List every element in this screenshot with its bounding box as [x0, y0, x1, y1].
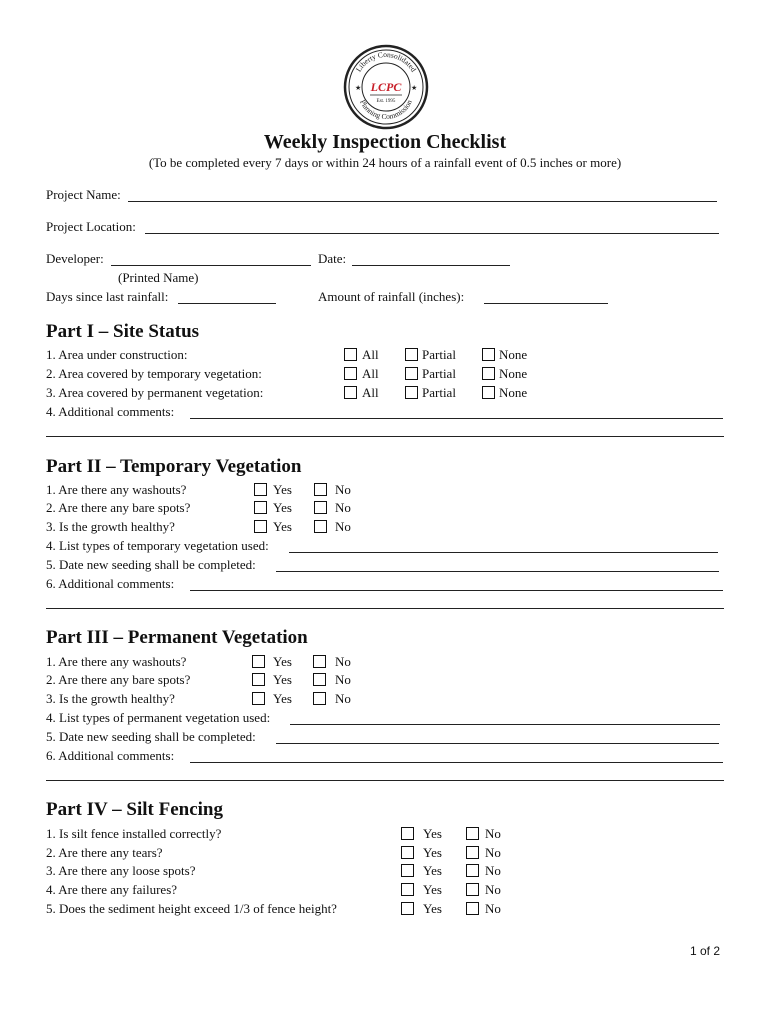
option-label: Yes — [423, 826, 442, 841]
option-label: Yes — [423, 901, 442, 916]
option-label: No — [335, 654, 351, 669]
part2-question: 2. Are there any bare spots? — [46, 500, 191, 515]
part2-vegetation-types-line[interactable] — [289, 552, 718, 553]
part1-q1-all-checkbox[interactable] — [344, 348, 357, 361]
part4-q2-yes-checkbox[interactable] — [401, 846, 414, 859]
svg-text:LCPC: LCPC — [370, 80, 402, 94]
part4-question: 4. Are there any failures? — [46, 882, 178, 897]
part2-comments-line[interactable] — [190, 590, 723, 591]
part1-heading: Part I – Site Status — [46, 321, 200, 342]
option-label: Partial — [422, 385, 456, 400]
part4-q1-no-checkbox[interactable] — [466, 827, 479, 840]
part2-q1-yes-checkbox[interactable] — [254, 483, 267, 496]
part2-q3-yes-checkbox[interactable] — [254, 520, 267, 533]
option-label: No — [485, 845, 501, 860]
part3-q2-yes-checkbox[interactable] — [252, 673, 265, 686]
page-title: Weekly Inspection Checklist — [263, 131, 507, 153]
part1-question: 1. Area under construction: — [46, 347, 188, 362]
part4-q5-no-checkbox[interactable] — [466, 902, 479, 915]
part1-question: 3. Area covered by permanent vegetation: — [46, 385, 264, 400]
option-label: All — [362, 385, 379, 400]
option-label: Yes — [273, 500, 292, 515]
option-label: Yes — [273, 654, 292, 669]
option-label: No — [485, 863, 501, 878]
part4-question: 5. Does the sediment height exceed 1/3 of fence height? — [46, 901, 337, 916]
option-label: Yes — [273, 691, 292, 706]
part2-question: 3. Is the growth healthy? — [46, 519, 175, 534]
option-label: Partial — [422, 347, 456, 362]
date-line[interactable] — [352, 265, 510, 266]
option-label: Partial — [422, 366, 456, 381]
part1-comments-line-2[interactable] — [46, 436, 724, 437]
part3-q1-no-checkbox[interactable] — [313, 655, 326, 668]
part2-seeding-date-line[interactable] — [276, 571, 719, 572]
page-number: 1 of 2 — [690, 944, 721, 958]
commission-seal — [343, 44, 429, 130]
option-label: Yes — [273, 672, 292, 687]
part2-q2-yes-checkbox[interactable] — [254, 501, 267, 514]
part2-heading: Part II – Temporary Vegetation — [46, 456, 302, 477]
part3-comments-label: 6. Additional comments: — [46, 748, 175, 763]
part1-q2-all-checkbox[interactable] — [344, 367, 357, 380]
part4-question: 1. Is silt fence installed correctly? — [46, 826, 222, 841]
developer-line[interactable] — [111, 265, 311, 266]
part2-comments-label: 6. Additional comments: — [46, 576, 175, 591]
part4-q5-yes-checkbox[interactable] — [401, 902, 414, 915]
part3-q1-yes-checkbox[interactable] — [252, 655, 265, 668]
developer-label: Developer: — [46, 251, 104, 266]
option-label: No — [485, 901, 501, 916]
amount-rainfall-line[interactable] — [484, 303, 608, 304]
part4-q2-no-checkbox[interactable] — [466, 846, 479, 859]
option-label: No — [335, 691, 351, 706]
part3-question: 1. Are there any washouts? — [46, 654, 187, 669]
part3-seeding-date-label: 5. Date new seeding shall be completed: — [46, 729, 256, 744]
part4-q4-yes-checkbox[interactable] — [401, 883, 414, 896]
part4-heading: Part IV – Silt Fencing — [46, 799, 223, 820]
part1-comments-line[interactable] — [190, 418, 723, 419]
date-label: Date: — [318, 251, 347, 266]
part1-q3-all-checkbox[interactable] — [344, 386, 357, 399]
days-since-rainfall-label: Days since last rainfall: — [46, 289, 169, 304]
part1-q2-partial-checkbox[interactable] — [405, 367, 418, 380]
part3-q3-yes-checkbox[interactable] — [252, 692, 265, 705]
option-label: None — [499, 366, 528, 381]
part3-q2-no-checkbox[interactable] — [313, 673, 326, 686]
option-label: No — [485, 826, 501, 841]
option-label: No — [485, 882, 501, 897]
part2-question: 1. Are there any washouts? — [46, 482, 187, 497]
option-label: Yes — [423, 863, 442, 878]
option-label: Yes — [273, 482, 292, 497]
part3-seeding-date-line[interactable] — [276, 743, 719, 744]
part2-q1-no-checkbox[interactable] — [314, 483, 327, 496]
svg-text:Planning Commission: Planning Commission — [358, 98, 414, 122]
part4-q3-no-checkbox[interactable] — [466, 864, 479, 877]
amount-rainfall-label: Amount of rainfall (inches): — [318, 289, 465, 304]
days-since-rainfall-line[interactable] — [178, 303, 276, 304]
option-label: All — [362, 347, 379, 362]
part4-q4-no-checkbox[interactable] — [466, 883, 479, 896]
option-label: No — [335, 672, 351, 687]
svg-text:Est. 1995: Est. 1995 — [376, 99, 396, 104]
part2-comments-line-2[interactable] — [46, 608, 724, 609]
part1-q3-none-checkbox[interactable] — [482, 386, 495, 399]
option-label: No — [335, 482, 351, 497]
option-label: None — [499, 385, 528, 400]
option-label: No — [335, 519, 351, 534]
part4-q3-yes-checkbox[interactable] — [401, 864, 414, 877]
part3-question: 3. Is the growth healthy? — [46, 691, 175, 706]
part1-q2-none-checkbox[interactable] — [482, 367, 495, 380]
option-label: Yes — [423, 882, 442, 897]
printed-name-caption: (Printed Name) — [118, 270, 199, 285]
project-name-line[interactable] — [128, 201, 717, 202]
project-location-label: Project Location: — [46, 219, 136, 234]
part3-comments-line-2[interactable] — [46, 780, 724, 781]
part1-q3-partial-checkbox[interactable] — [405, 386, 418, 399]
part1-q1-partial-checkbox[interactable] — [405, 348, 418, 361]
part4-question: 2. Are there any tears? — [46, 845, 163, 860]
part2-seeding-date-label: 5. Date new seeding shall be completed: — [46, 557, 256, 572]
part1-question: 2. Area covered by temporary vegetation: — [46, 366, 262, 381]
project-name-label: Project Name: — [46, 187, 121, 202]
option-label: Yes — [423, 845, 442, 860]
part2-q3-no-checkbox[interactable] — [314, 520, 327, 533]
part4-q1-yes-checkbox[interactable] — [401, 827, 414, 840]
page-subtitle: (To be completed every 7 days or within 24 hours of a rainfall event of 0.5 inches or more) — [148, 155, 622, 170]
option-label: Yes — [273, 519, 292, 534]
part4-question: 3. Are there any loose spots? — [46, 863, 196, 878]
svg-text:★: ★ — [411, 84, 418, 92]
option-label: No — [335, 500, 351, 515]
part3-vegetation-types-line[interactable] — [290, 724, 720, 725]
part1-comments-label: 4. Additional comments: — [46, 404, 175, 419]
svg-text:Liberty Consolidated: Liberty Consolidated — [353, 49, 419, 74]
part3-heading: Part III – Permanent Vegetation — [46, 627, 308, 648]
part2-q2-no-checkbox[interactable] — [314, 501, 327, 514]
part3-comments-line[interactable] — [190, 762, 723, 763]
part2-vegetation-types-label: 4. List types of temporary vegetation used: — [46, 538, 269, 553]
part1-q1-none-checkbox[interactable] — [482, 348, 495, 361]
part3-q3-no-checkbox[interactable] — [313, 692, 326, 705]
svg-text:★: ★ — [355, 84, 362, 92]
part3-vegetation-types-label: 4. List types of permanent vegetation used: — [46, 710, 271, 725]
option-label: None — [499, 347, 528, 362]
option-label: All — [362, 366, 379, 381]
part3-question: 2. Are there any bare spots? — [46, 672, 191, 687]
project-location-line[interactable] — [145, 233, 719, 234]
